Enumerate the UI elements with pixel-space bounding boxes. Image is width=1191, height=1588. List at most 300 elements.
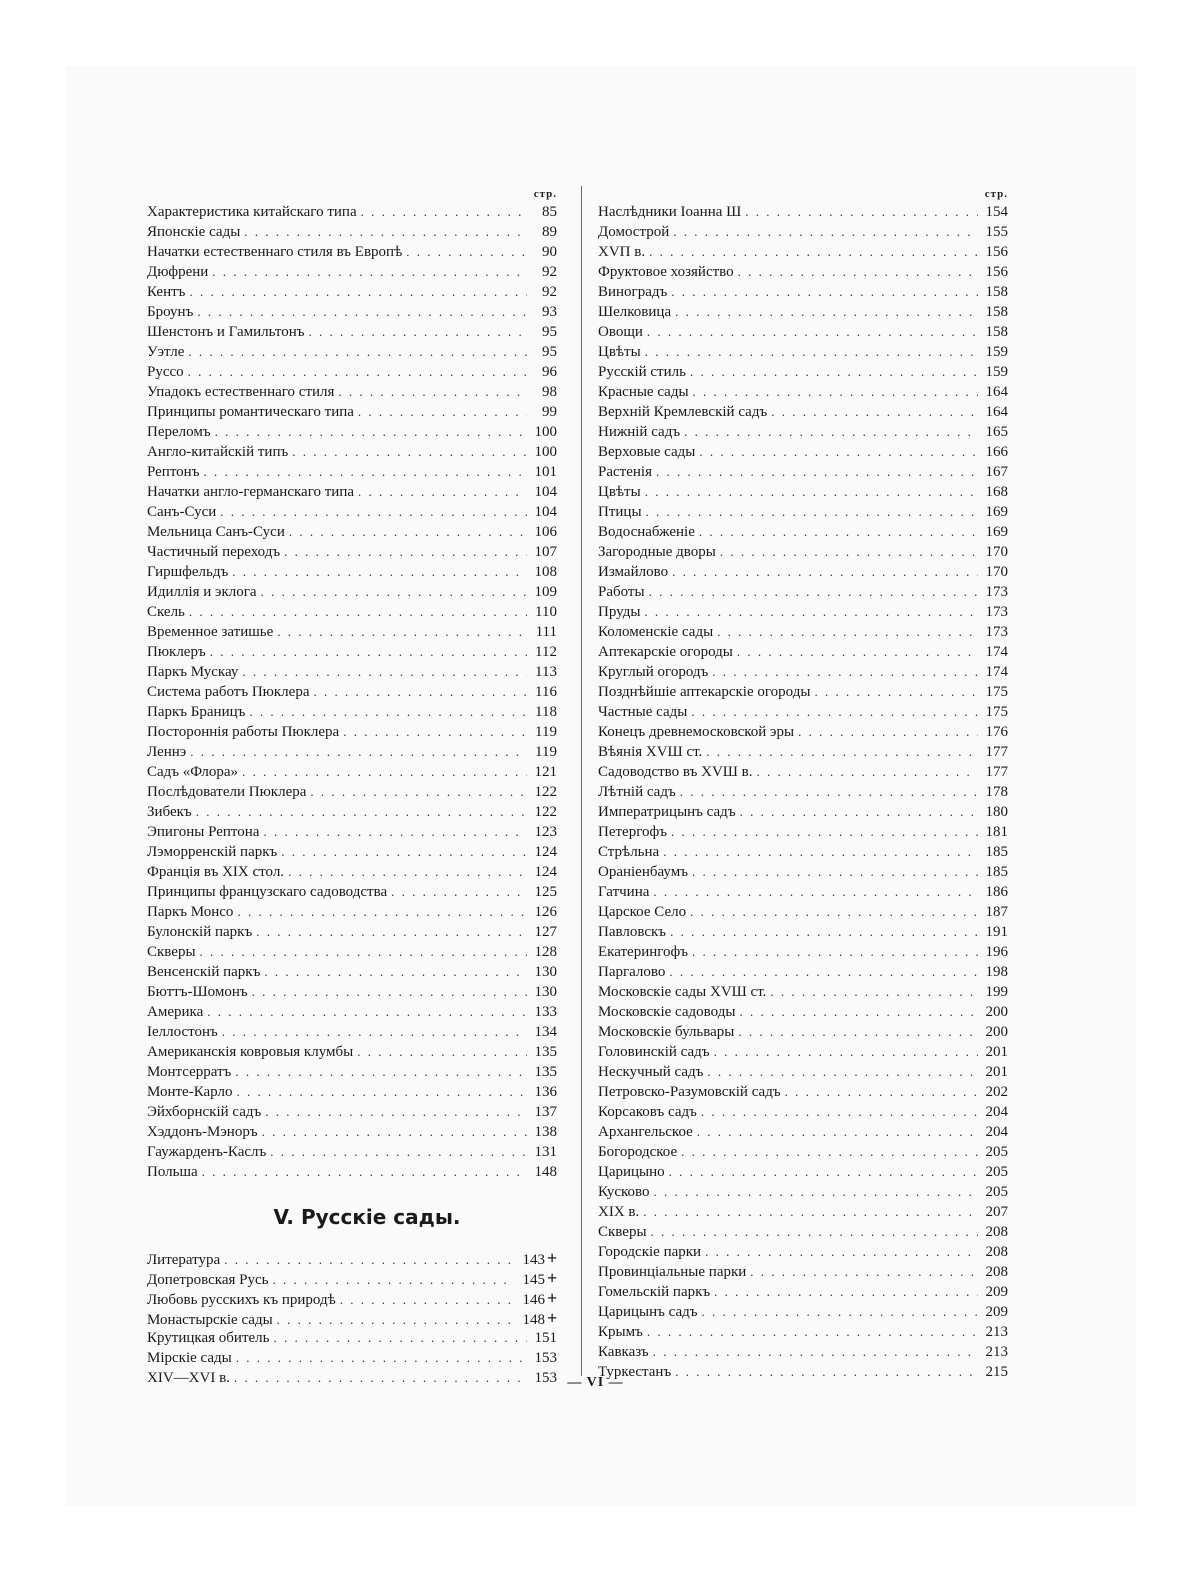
toc-entry-title: Временное затишье [147,624,274,640]
dot-leader [236,1348,527,1368]
dot-leader [188,362,527,382]
toc-entry-title: Садоводство въ XVШ в. [598,764,753,780]
toc-entry-page: 148 [534,1164,557,1180]
dot-leader [288,862,527,882]
toc-entry [598,602,1008,622]
toc-entry [147,762,557,782]
dot-leader [757,762,978,782]
dot-leader [338,382,527,402]
toc-entry-title: Городскіе парки [598,1244,702,1260]
toc-entry-title: Стрѣльна [598,844,660,860]
toc-entry-title: XVП в. [598,244,646,260]
toc-entry-page: 111 [535,624,557,640]
toc-entry-page: 131 [534,1144,557,1160]
dot-leader [210,642,527,662]
dot-leader [738,262,978,282]
toc-entry-title: Характеристика китайскаго типа [147,204,357,220]
toc-entry [598,262,1008,282]
toc-entry-page: 104 [534,484,557,500]
toc-entry-title: Царицыно [598,1164,665,1180]
toc-entry [147,1348,557,1368]
dot-leader [651,1222,978,1242]
toc-entry-page: 116 [535,684,557,700]
toc-entry-page: 173 [985,584,1008,600]
dot-leader [358,402,527,422]
toc-entry-page: 199 [985,984,1008,1000]
dot-leader [189,282,527,302]
toc-entry [598,1102,1008,1122]
toc-entry [147,602,557,622]
toc-entry-page: 181 [985,824,1008,840]
toc-entry-page: 177 [985,744,1008,760]
toc-entry [598,922,1008,942]
toc-entry-page: 126 [534,904,557,920]
toc-entry-title: XIV—XVI в. [147,1370,230,1386]
toc-entry-title: Паркъ Мускау [147,664,239,680]
toc-entry-page: 151 [534,1330,557,1346]
dot-leader [207,1002,527,1022]
toc-entry [147,902,557,922]
toc-entry [147,662,557,682]
toc-entry-page: 169 [985,504,1008,520]
dot-leader [357,1042,527,1062]
section-heading: V. Русскіе сады. [273,1205,461,1229]
toc-entry-page: 186 [985,884,1008,900]
toc-entry-title: Кентъ [147,284,186,300]
toc-entry-title: Цвѣты [598,344,641,360]
dot-leader [649,242,978,262]
toc-entry [598,1122,1008,1142]
toc-entry [147,802,557,822]
dot-leader [653,882,978,902]
toc-entry-page: 101 [534,464,557,480]
dot-leader [256,922,527,942]
toc-entry-page: 207 [985,1204,1008,1220]
toc-entry-title: Постороннія работы Пюклера [147,724,340,740]
toc-entry-page: 205 [985,1184,1008,1200]
toc-entry-title: Венсенскій паркъ [147,964,261,980]
dot-leader [717,622,978,642]
toc-entry-page: 170 [985,564,1008,580]
toc-entry-page: 109 [534,584,557,600]
toc-entry-page: 122 [534,804,557,820]
toc-entry-page: 135 [534,1064,557,1080]
toc-entry [598,722,1008,742]
toc-entry-title: Литература [147,1252,221,1268]
handwritten-cross-mark: + [547,1308,558,1328]
toc-entry [598,702,1008,722]
toc-entry-page: 123 [534,824,557,840]
toc-entry-title: Уэтле [147,344,185,360]
toc-entry-title: Фруктовое хозяйство [598,264,734,280]
toc-entry [598,542,1008,562]
toc-entry [147,942,557,962]
dot-leader [188,342,527,362]
toc-entry-title: Пюклеръ [147,644,206,660]
toc-entry-title: Идиллія и эклога [147,584,257,600]
dot-leader [649,582,978,602]
toc-entry-page: 130 [534,984,557,1000]
toc-entry-title: Лѣтній садъ [598,784,676,800]
toc-entry-page: 113 [535,664,557,680]
toc-entry-title: Гиршфельдъ [147,564,229,580]
toc-entry-title: Коломенскіе сады [598,624,714,640]
toc-entry-title: Леннэ [147,744,187,760]
toc-entry-page: 122 [534,784,557,800]
toc-entry [598,982,1008,1002]
toc-entry [147,1022,557,1042]
dot-leader [654,1182,978,1202]
toc-entry [598,962,1008,982]
toc-entry-page: 95 [542,324,557,340]
toc-entry-page: 156 [985,244,1008,260]
toc-entry-page: 134 [534,1024,557,1040]
toc-entry-title: Монастырскіе сады [147,1312,273,1328]
dot-leader [693,382,978,402]
toc-entry-title: Русскій стиль [598,364,686,380]
toc-entry-title: Круглый огородъ [598,664,709,680]
toc-entry-page: 146 [522,1292,545,1308]
toc-entry [598,742,1008,762]
toc-entry-title: Паркъ Браницъ [147,704,246,720]
dot-leader [697,1122,978,1142]
dot-leader [656,462,978,482]
toc-entry-title: Позднѣйшіе аптекарскіе огороды [598,684,811,700]
toc-entry-page: 100 [534,424,557,440]
toc-entry-title: Кусково [598,1184,650,1200]
toc-entry-page: 168 [985,484,1008,500]
toc-entry-page: 119 [535,744,557,760]
toc-entry-page: 143 [522,1252,545,1268]
toc-entry [598,1222,1008,1242]
toc-right-column [598,186,1008,1382]
dot-leader [684,422,978,442]
toc-entry [147,1122,557,1142]
toc-entry [598,1162,1008,1182]
toc-entry-page: 170 [985,544,1008,560]
toc-entry-page: 118 [535,704,557,720]
toc-entry-page: 159 [985,364,1008,380]
toc-entry-title: Англо-китайскій типъ [147,444,289,460]
toc-entry-title: Упадокъ естественнаго стиля [147,384,335,400]
toc-entry [598,1342,1008,1362]
toc-entry-page: 92 [542,264,557,280]
toc-entry [147,1062,557,1082]
dot-leader [692,862,978,882]
dot-leader [292,442,527,462]
toc-entry-page: 208 [985,1224,1008,1240]
toc-entry-page: 185 [985,844,1008,860]
dot-leader [690,902,978,922]
dot-leader [358,482,527,502]
dot-leader [798,722,978,742]
toc-entry-page: 201 [985,1044,1008,1060]
dot-leader [690,362,978,382]
dot-leader [712,662,978,682]
toc-entry [598,282,1008,302]
toc-entry [147,962,557,982]
toc-entry [598,382,1008,402]
dot-leader [244,222,527,242]
toc-entry [147,1042,557,1062]
dot-leader [738,1022,978,1042]
toc-entry-page: 121 [534,764,557,780]
toc-entry [598,422,1008,442]
dot-leader [391,882,527,902]
toc-entry-page: 128 [534,944,557,960]
dot-leader [643,1202,978,1222]
toc-entry-title: Гомельскій паркъ [598,1284,711,1300]
toc-entry-page: 158 [985,324,1008,340]
toc-entry [598,442,1008,462]
dot-leader [309,322,527,342]
dot-leader [675,302,978,322]
toc-entry [147,1268,557,1288]
toc-entry-page: 106 [534,524,557,540]
toc-entry [598,302,1008,322]
toc-entry [147,882,557,902]
toc-entry [147,722,557,742]
toc-entry [598,522,1008,542]
toc-entry-title: Нескучный садъ [598,1064,704,1080]
toc-entry-page: 108 [534,564,557,580]
dot-leader [273,1328,527,1348]
toc-entry [598,662,1008,682]
toc-entry [147,282,557,302]
toc-entry [147,1288,557,1308]
toc-entry-title: Московскіе бульвары [598,1024,735,1040]
toc-entry-title: Рептонъ [147,464,200,480]
toc-entry-title: Польша [147,1164,198,1180]
dot-leader [277,1310,515,1330]
toc-entry-title: Водоснабженіе [598,524,695,540]
toc-entry-title: Верхній Кремлевскій садъ [598,404,768,420]
toc-entry-page: 130 [534,964,557,980]
dot-leader [699,522,978,542]
toc-entry [598,682,1008,702]
dot-leader [310,782,527,802]
toc-entry [147,1162,557,1182]
toc-entry-page: 89 [542,224,557,240]
toc-entry-page: 92 [542,284,557,300]
toc-entry [598,1302,1008,1322]
toc-entry-page: 153 [534,1370,557,1386]
dot-leader [202,1162,527,1182]
toc-entry-title: XIX в. [598,1204,640,1220]
toc-entry-page: 173 [985,624,1008,640]
toc-entry-title: Загородные дворы [598,544,716,560]
toc-entry-page: 208 [985,1244,1008,1260]
toc-entry-title: Частичный переходъ [147,544,281,560]
toc-entry-title: Америка [147,1004,204,1020]
toc-entry [147,622,557,642]
toc-left-list [147,202,557,1182]
toc-entry [598,1282,1008,1302]
toc-entry-page: 200 [985,1024,1008,1040]
toc-entry-title: Мірскіе сады [147,1350,232,1366]
toc-entry-page: 191 [985,924,1008,940]
toc-entry-page: 138 [534,1124,557,1140]
toc-entry-page: 124 [534,864,557,880]
toc-entry-title: Измайлово [598,564,669,580]
toc-entry-title: Паркъ Монсо [147,904,234,920]
toc-entry-page: 153 [534,1350,557,1366]
toc-entry-page: 201 [985,1064,1008,1080]
toc-entry-page: 174 [985,664,1008,680]
toc-entry [147,302,557,322]
toc-entry [598,1202,1008,1222]
dot-leader [340,1290,515,1310]
toc-entry [147,1308,557,1328]
toc-entry-title: Виноградъ [598,284,668,300]
dot-leader [645,482,978,502]
toc-entry-title: Монтсерратъ [147,1064,232,1080]
dot-leader [644,602,978,622]
toc-entry [598,622,1008,642]
dot-leader [647,322,978,342]
toc-entry-title: Мельница Санъ-Суси [147,524,285,540]
dot-leader [671,282,978,302]
dot-leader [720,542,978,562]
dot-leader [646,502,978,522]
toc-entry-page: 169 [985,524,1008,540]
toc-entry-title: Хэддонъ-Мэноръ [147,1124,258,1140]
toc-entry-title: Архангельское [598,1124,693,1140]
toc-entry [598,862,1008,882]
toc-entry-page: 187 [985,904,1008,920]
toc-entry-page: 158 [985,304,1008,320]
toc-entry-title: Эйхборнскій садъ [147,1104,262,1120]
toc-entry [147,782,557,802]
toc-entry-title: Принципы французскаго садоводства [147,884,388,900]
dot-leader [702,1302,978,1322]
toc-entry-title: Скверы [598,1224,647,1240]
toc-entry-page: 85 [542,204,557,220]
page-column-header-right: стр. [984,188,1008,200]
dot-leader [196,802,527,822]
toc-entry-title: Ораніенбаумъ [598,864,688,880]
dot-leader [785,1082,978,1102]
toc-entry [147,222,557,242]
toc-entry [147,522,557,542]
toc-entry-title: Цвѣты [598,484,641,500]
toc-entry-title: Руссо [147,364,184,380]
dot-leader [701,1102,978,1122]
dot-leader [669,1162,978,1182]
toc-entry [147,862,557,882]
toc-entry-title: Эпигоны Рептона [147,824,260,840]
toc-entry [598,582,1008,602]
toc-entry-title: Овощи [598,324,643,340]
toc-entry [147,242,557,262]
toc-entry-title: Туркестанъ [598,1364,672,1380]
toc-entry-page: 177 [985,764,1008,780]
dot-leader [203,462,527,482]
toc-entry-title: Американскія ковровыя клумбы [147,1044,354,1060]
toc-entry-page: 136 [534,1084,557,1100]
toc-entry-page: 125 [534,884,557,900]
dot-leader [343,722,527,742]
toc-entry-title: Скверы [147,944,196,960]
toc-entry-title: Императрицынъ садъ [598,804,736,820]
toc-entry [598,1242,1008,1262]
toc-entry-page: 96 [542,364,557,380]
toc-entry [147,682,557,702]
dot-leader [653,1342,978,1362]
toc-entry-title: Вѣянія XVШ ст. [598,744,703,760]
toc-entry-title: Растенія [598,464,652,480]
toc-entry [598,1322,1008,1342]
dot-leader [212,262,527,282]
dot-leader [669,962,978,982]
toc-entry [598,462,1008,482]
page-number-footer: — VI — [567,1375,624,1390]
toc-entry-title: Переломъ [147,424,211,440]
toc-entry-title: Допетровская Русь [147,1272,269,1288]
toc-entry-page: 110 [535,604,557,620]
dot-leader [220,502,527,522]
toc-entry [147,202,557,222]
toc-entry [147,582,557,602]
toc-entry [598,342,1008,362]
toc-entry-title: Царское Село [598,904,687,920]
dot-leader [705,1242,978,1262]
toc-entry-title: Скель [147,604,185,620]
toc-entry-title: Булонскій паркъ [147,924,253,940]
toc-entry-title: Работы [598,584,645,600]
dot-leader [236,1082,527,1102]
dot-leader [814,682,978,702]
toc-entry [598,1042,1008,1062]
toc-entry-title: Гатчина [598,884,650,900]
toc-entry [147,1082,557,1102]
toc-entry-title: Наслѣдники Іоанна Ш [598,204,742,220]
toc-entry-page: 185 [985,864,1008,880]
toc-entry-page: 196 [985,944,1008,960]
dot-leader [197,302,527,322]
dot-leader [699,442,978,462]
toc-entry-page: 204 [985,1124,1008,1140]
dot-leader [714,1042,978,1062]
toc-entry [147,742,557,762]
dot-leader [262,1122,527,1142]
toc-entry-page: 208 [985,1264,1008,1280]
toc-entry-title: Японскіе сады [147,224,241,240]
toc-entry-page: 159 [985,344,1008,360]
dot-leader [714,1282,978,1302]
dot-leader [681,1142,978,1162]
toc-entry [598,762,1008,782]
toc-entry [147,562,557,582]
toc-entry [147,702,557,722]
dot-leader [252,982,527,1002]
dot-leader [281,842,527,862]
toc-right-list [598,202,1008,1382]
dot-leader [284,542,527,562]
toc-entry-title: Іеллостонъ [147,1024,218,1040]
toc-entry-title: Верховые сады [598,444,696,460]
toc-entry-page: 133 [534,1004,557,1020]
toc-entry-title: Пруды [598,604,641,620]
toc-entry-title: Начатки англо-германскаго типа [147,484,355,500]
dot-leader [264,962,527,982]
toc-entry [598,882,1008,902]
dot-leader [663,842,978,862]
toc-entry-page: 104 [534,504,557,520]
dot-leader [745,202,978,222]
toc-entry-title: Шелковица [598,304,672,320]
toc-entry-page: 124 [534,844,557,860]
